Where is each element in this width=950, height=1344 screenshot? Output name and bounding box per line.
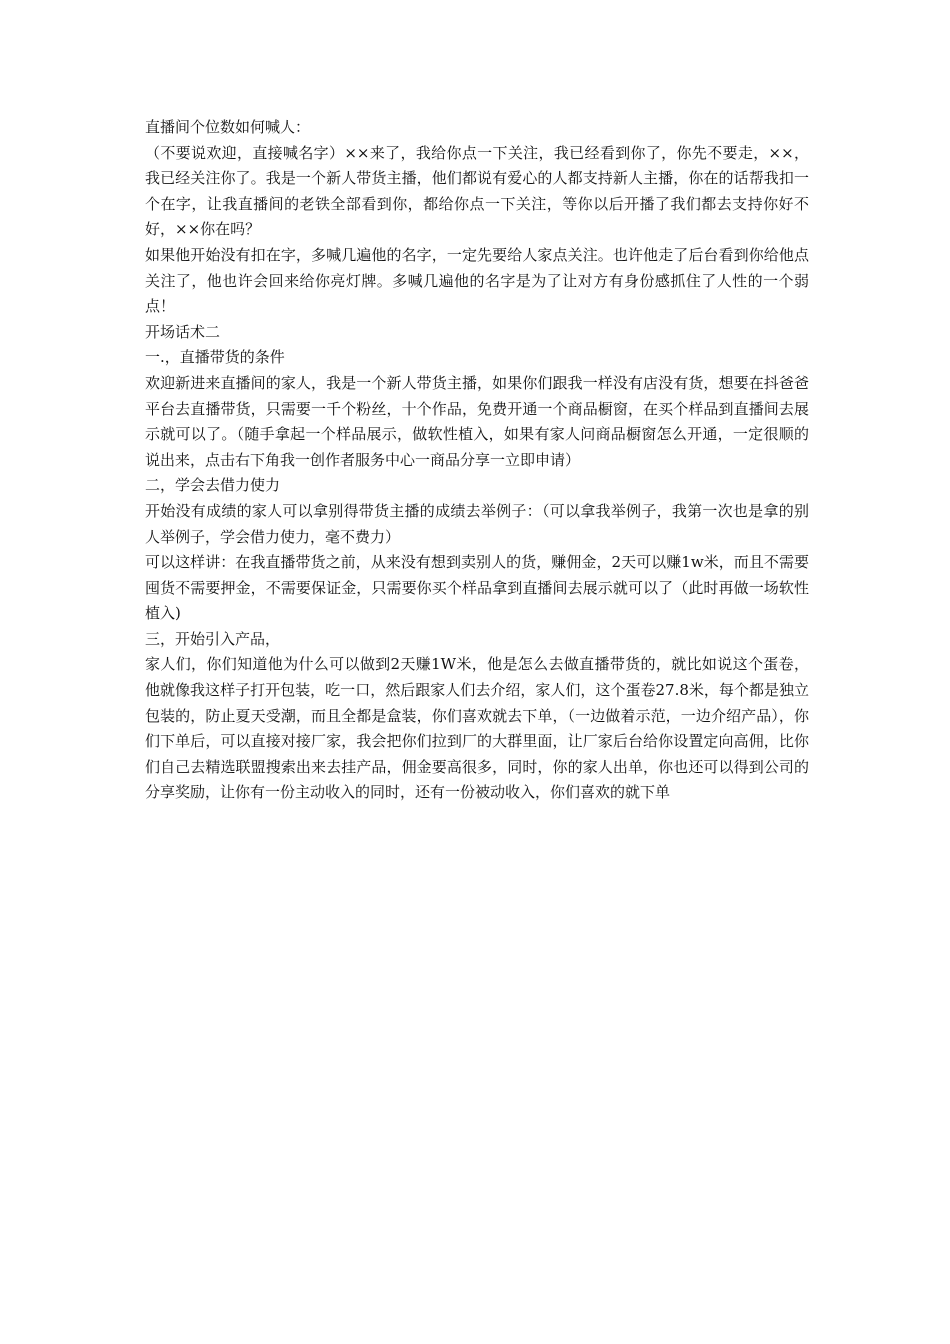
heading-how-to-call-viewers: 直播间个位数如何喊人： bbox=[145, 118, 311, 136]
document-body bbox=[145, 115, 809, 806]
heading-section-three: 三，开始引入产品， bbox=[145, 629, 281, 648]
heading-section-one: 一.，直播带货的条件 bbox=[145, 348, 285, 367]
paragraph-introduce-product: 家人们，你们知道他为什么可以做到2天赚1W米，他是怎么去做直播带货的，就比如说这个蛋卷，他就像我这样子打开包装，吃一口，然后跟家人们去介绍，家人们，这个蛋卷27.8米，每个都是独立包装的，防止夏天受潮，而且全都是盒装，你们喜欢就去下单，（一边做着示范，一边介绍产品），你们下单后，可以直接对接厂家，我会把你们拉到厂的大群里面，让厂家后台给你设置定向高佣，比你们自己去精选联盟搜索出来去挂产品，佣金要高很多，同时，你的家人出单，你也还可以得到公司的分享奖励，让你有一份主动收入的同时，还有一份被动收入，你们喜欢的就下单 bbox=[145, 655, 809, 802]
paragraph-example-speech: 可以这样讲：在我直播带货之前，从来没有想到卖别人的货，赚佣金，2天可以赚1w米，而且不需要囤货不需要押金，不需要保证金，只需要你买个样品拿到直播间去展示就可以了（此时再做一场软性植入) bbox=[145, 553, 809, 623]
paragraph-call-by-name-script: （不要说欢迎，直接喊名字）××来了，我给你点一下关注，我已经看到你了，你先不要走，××，我已经关注你了。我是一个新人带货主播，他们都说有爱心的人都支持新人主播，你在的话帮我扣一个在字，让我直播间的老铁全部看到你，都给你点一下关注，等你以后开播了我们都去支持你好不好，××你在吗？ bbox=[145, 143, 809, 239]
heading-section-two: 二，学会去借力使力 bbox=[145, 476, 281, 495]
paragraph-borrow-examples: 开始没有成绩的家人可以拿别得带货主播的成绩去举例子：（可以拿我举例子，我第一次也是拿的别人举例子，学会借力使力，毫不费力） bbox=[145, 501, 809, 546]
heading-opening-script-two: 开场话术二 bbox=[145, 322, 221, 341]
paragraph-call-again-tip: 如果他开始没有扣在字，多喊几遍他的名字，一定先要给人家点关注。也许他走了后台看到你给他点关注了，他也许会回来给你亮灯牌。多喊几遍他的名字是为了让对方有身份感抓住了人性的一个弱点！ bbox=[145, 245, 809, 316]
paragraph-live-selling-conditions: 欢迎新进来直播间的家人，我是一个新人带货主播，如果你们跟我一样没有店没有货，想要在抖爸爸平台去直播带货，只需要一千个粉丝，十个作品，免费开通一个商品橱窗，在买个样品到直播间去展示就可以了。（随手拿起一个样品展示，做软性植入，如果有家人问商品橱窗怎么开通，一定很顺的说出来，点击右下角我一创作者服务中心一商品分享一立即申请） bbox=[145, 373, 809, 469]
